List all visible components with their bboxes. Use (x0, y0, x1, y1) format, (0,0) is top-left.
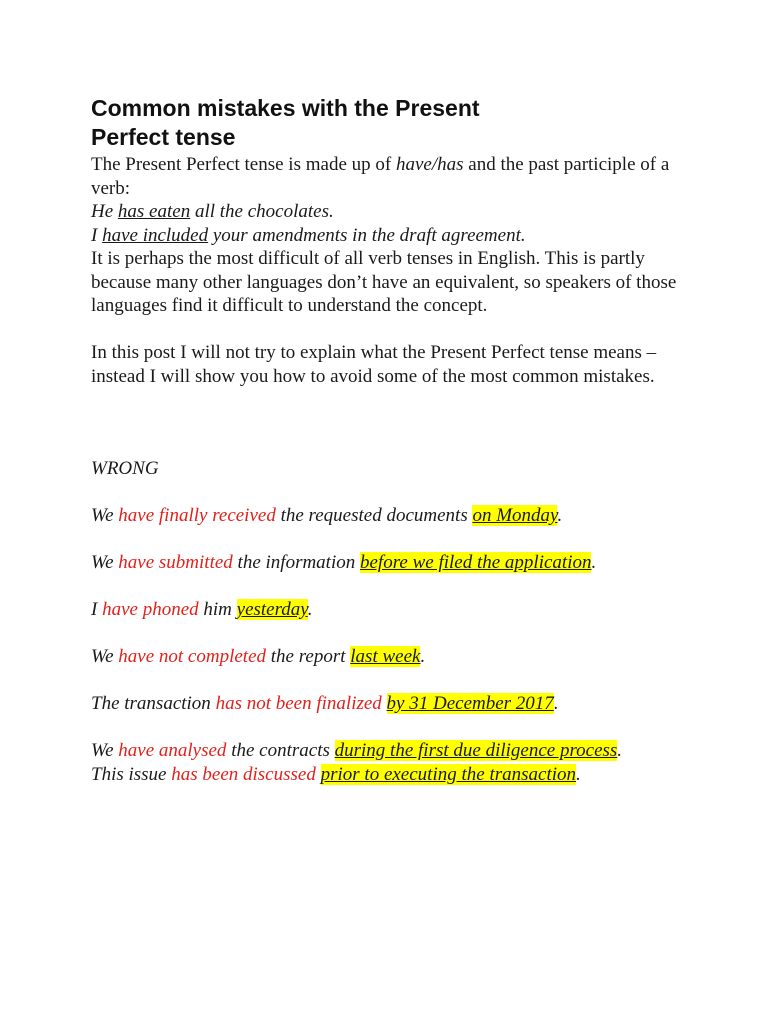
intro-paragraph (91, 153, 691, 200)
example-end: . (576, 763, 581, 785)
example-lead: We (91, 740, 119, 761)
blank-line (91, 481, 691, 505)
wrong-example (91, 645, 691, 669)
blank-line (91, 575, 691, 599)
example-end: . (420, 646, 426, 667)
wrong-example (91, 692, 691, 716)
difficulty-paragraph: It is perhaps the most difficult of all verb tenses in English. This is partly because many other languages don’t have an equivalent, so speakers of those languages find it difficult to understand the concept. (91, 248, 677, 316)
time-expression-highlight: on Monday (472, 505, 558, 526)
time-expression-highlight: during the first due diligence process (334, 740, 618, 761)
example-middle: the information (232, 552, 360, 573)
example-middle: the contracts (226, 740, 335, 761)
wrong-example-list (91, 504, 691, 786)
example-1-rest: all the chocolates. (190, 201, 334, 222)
wrong-verb: have finally received (118, 505, 276, 526)
page-title (91, 94, 691, 152)
blank-line (91, 318, 691, 342)
blank-line (91, 669, 691, 693)
time-expression-highlight: by 31 December 2017 (386, 693, 554, 714)
wrong-verb: has not been finalized (215, 693, 382, 714)
time-expression-highlight: yesterday (236, 599, 308, 620)
example-middle: the report (266, 646, 351, 667)
wrong-verb: have phoned (102, 599, 199, 620)
purpose-paragraph: In this post I will not try to explain what the Present Perfect tense means – instead I will show you how to avoid some of the most common mistakes. (91, 342, 657, 387)
document-page (91, 94, 691, 786)
time-expression-highlight: last week (350, 646, 421, 667)
section-gap (91, 388, 691, 457)
wrong-heading: WRONG (91, 458, 159, 479)
wrong-example (91, 504, 691, 528)
title-line-1: Common mistakes with the Present (91, 95, 480, 121)
example-end: . (591, 552, 597, 573)
example-lead: We (91, 505, 119, 526)
example-lead: We (91, 552, 119, 573)
example-end: . (307, 599, 313, 620)
example-lead: We (91, 646, 119, 667)
intro-have-has: have/has (395, 154, 464, 175)
example-2-subject: I (91, 224, 103, 246)
example-2-rest: your amendments in the draft agreement. (208, 224, 526, 246)
blank-line (91, 528, 691, 552)
example-lead: I (91, 599, 103, 620)
wrong-verb: have submitted (118, 552, 233, 573)
example-middle: the requested documents (275, 505, 473, 526)
example-middle (316, 764, 321, 785)
example-sentence-2 (91, 224, 691, 248)
example-lead: This issue (91, 763, 172, 785)
wrong-verb: has been discussed (171, 763, 316, 785)
blank-line (91, 716, 691, 740)
example-middle: him (198, 599, 237, 620)
example-2-verb: have included (102, 224, 209, 246)
example-sentence-1 (91, 200, 691, 224)
wrong-verb: have analysed (118, 740, 227, 761)
example-1-verb: has eaten (117, 201, 191, 222)
time-expression-highlight: before we filed the application (360, 552, 592, 573)
intro-text-2: and the past participle of a verb: (91, 154, 670, 199)
wrong-example (91, 763, 691, 787)
example-end: . (617, 740, 623, 761)
example-lead: The transaction (91, 693, 216, 714)
blank-line (91, 622, 691, 646)
example-end: . (553, 693, 559, 714)
wrong-example (91, 739, 691, 763)
wrong-example (91, 598, 691, 622)
wrong-verb: have not completed (118, 646, 267, 667)
example-end: . (557, 505, 563, 526)
intro-text: The Present Perfect tense is made up of (91, 154, 396, 175)
example-1-subject: He (91, 201, 118, 222)
example-middle (382, 693, 387, 714)
wrong-example (91, 551, 691, 575)
title-line-2: Perfect tense (91, 124, 236, 150)
time-expression-highlight: prior to executing the transaction (320, 763, 576, 785)
